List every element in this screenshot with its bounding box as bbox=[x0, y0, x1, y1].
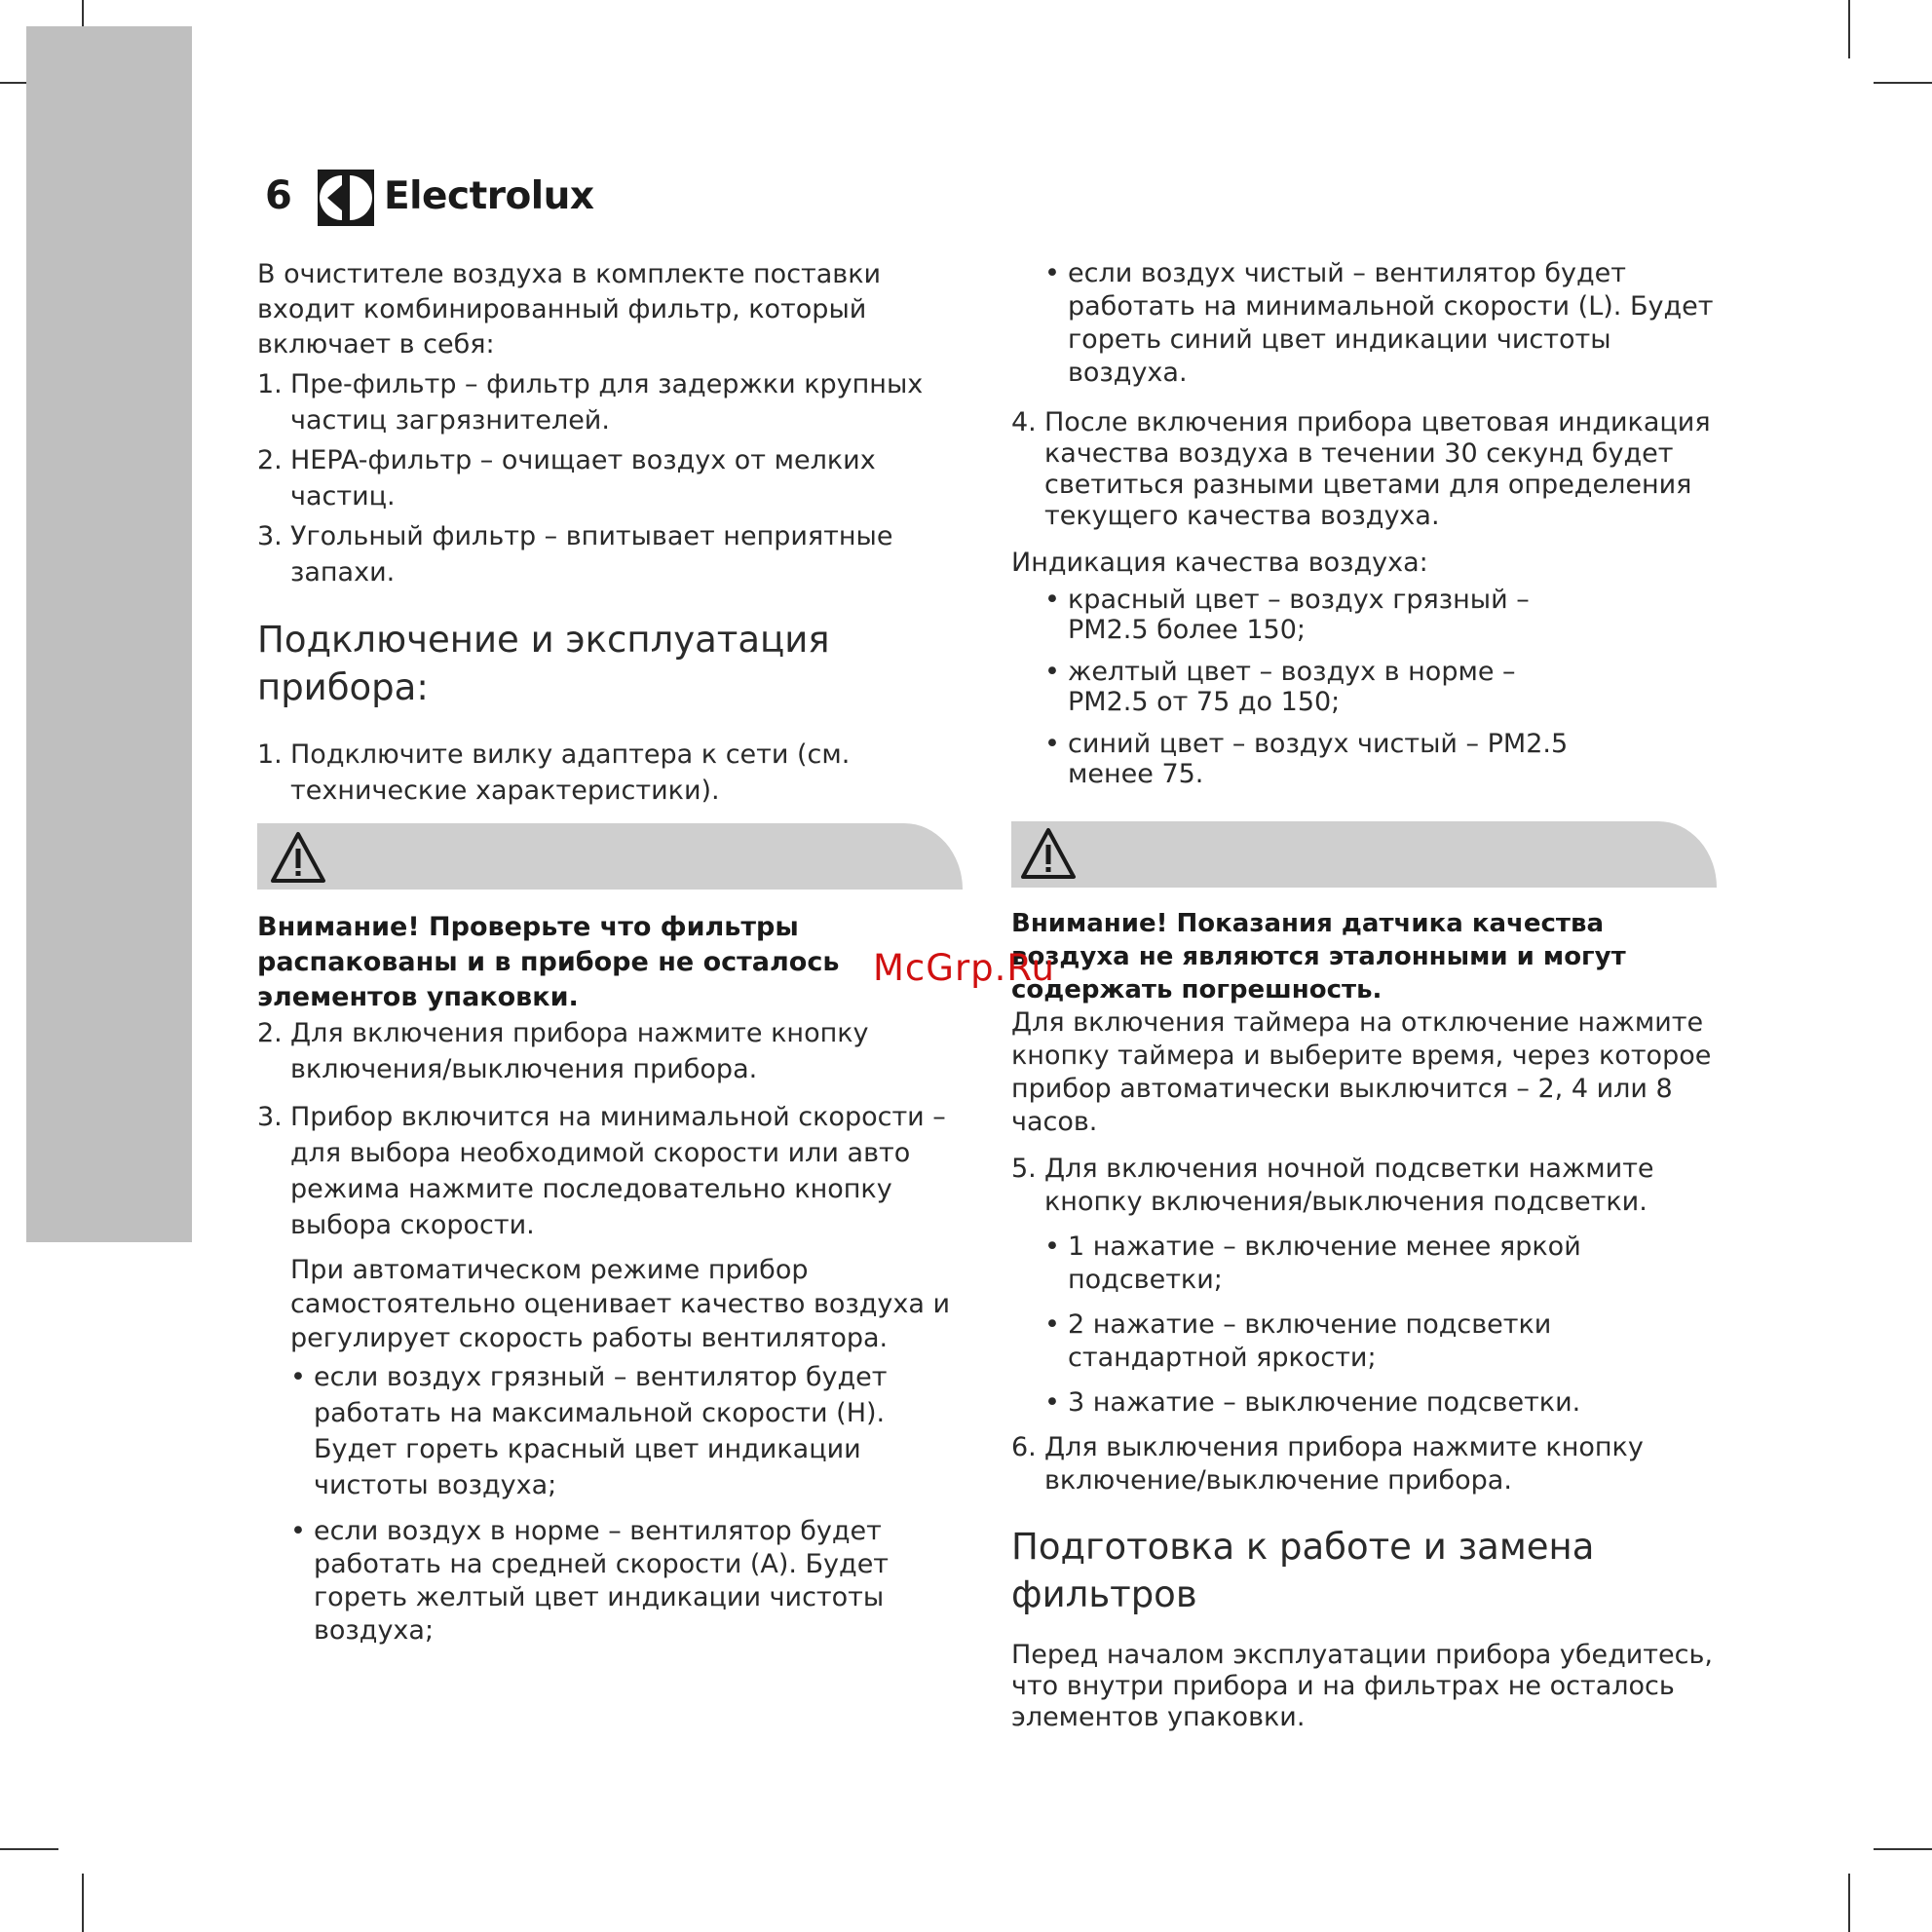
electrolux-logo-icon bbox=[318, 170, 374, 226]
indication-title: Индикация качества воздуха: bbox=[1011, 548, 1428, 578]
watermark: McGrp.Ru bbox=[873, 947, 1055, 989]
warning-triangle-icon bbox=[1019, 826, 1078, 881]
crop-mark bbox=[1848, 1874, 1850, 1932]
bullet-item: • 2 нажатие – включение подсветки стандартной яркости; bbox=[1044, 1309, 1552, 1373]
auto-mode-text: При автоматическом режиме прибор самостоятельно оценивает качество воздуха и регулирует скорость работы вентилятора. bbox=[290, 1255, 951, 1353]
warning-bar bbox=[1011, 821, 1717, 888]
warning-bar bbox=[257, 823, 963, 890]
page-header bbox=[265, 168, 594, 230]
section-heading: Подготовка к работе и замена фильтров bbox=[1011, 1526, 1595, 1615]
list-item: 1. Пре-фильтр – фильтр для задержки крупных частиц загрязнителей. bbox=[257, 369, 924, 436]
bullet-item: • желтый цвет – воздух в норме – PM2.5 от 75 до 150; bbox=[1044, 657, 1516, 717]
list-item: 5. Для включения ночной подсветки нажмите кнопку включения/выключения подсветки. bbox=[1011, 1154, 1654, 1217]
list-item: 2. Для включения прибора нажмите кнопку включения/выключения прибора. bbox=[257, 1018, 869, 1084]
crop-mark bbox=[0, 1848, 58, 1850]
page-number: 6 bbox=[265, 173, 292, 218]
intro-text: В очистителе воздуха в комплекте поставки входит комбинированный фильтр, который включает в себя: bbox=[257, 259, 882, 360]
list-item: 3. Прибор включится на минимальной скорости – для выбора необходимой скорости или авто режима нажмите последовательно кнопку выбора скорости. bbox=[257, 1102, 946, 1240]
left-column bbox=[257, 257, 968, 809]
list-item: 1. Подключите вилку адаптера к сети (см. технические характеристики). bbox=[257, 739, 851, 806]
timer-text: Для включения таймера на отключение нажмите кнопку таймера и выберите время, через которое прибор автоматически выключится – 2, 4 или 8 часов. bbox=[1011, 1007, 1712, 1137]
final-text: Перед началом эксплуатации прибора убедитесь, что внутри прибора и на фильтрах не осталось элементов упаковки. bbox=[1011, 1640, 1713, 1732]
warning-triangle-icon bbox=[269, 830, 327, 885]
crop-mark bbox=[1848, 0, 1850, 58]
left-column-lower bbox=[257, 910, 968, 1648]
list-item: 2. HEPA-фильтр – очищает воздух от мелких частиц. bbox=[257, 445, 876, 511]
side-tab bbox=[26, 26, 192, 1242]
bullet-item: • 1 нажатие – включение менее яркой подсветки; bbox=[1044, 1231, 1581, 1295]
bullet-item: • красный цвет – воздух грязный – PM2.5 более 150; bbox=[1044, 585, 1530, 645]
warning-text: Внимание! Проверьте что фильтры распакованы и в приборе не осталось элементов упаковки. bbox=[257, 912, 840, 1012]
warning-text: Внимание! Показания датчика качества воздуха не являются эталонными и могут содержать погрешность. bbox=[1011, 909, 1626, 1004]
bullet-item: • если воздух чистый – вентилятор будет работать на минимальной скорости (L). Будет гореть синий цвет индикации чистоты воздуха. bbox=[1044, 258, 1714, 388]
bullet-item: • 3 нажатие – выключение подсветки. bbox=[1044, 1387, 1581, 1418]
list-item: 4. После включения прибора цветовая индикация качества воздуха в течении 30 секунд будет светиться разными цветами для определения текущего качества воздуха. bbox=[1011, 407, 1711, 531]
list-item: 3. Угольный фильтр – впитывает неприятные запахи. bbox=[257, 521, 893, 587]
bullet-item: • если воздух в норме – вентилятор будет работать на средней скорости (A). Будет гореть желтый цвет индикации чистоты воздуха; bbox=[290, 1516, 890, 1646]
list-item: 6. Для выключения прибора нажмите кнопку включение/выключение прибора. bbox=[1011, 1432, 1644, 1496]
section-heading: Подключение и эксплуатация прибора: bbox=[257, 619, 830, 708]
right-column-lower bbox=[1011, 907, 1723, 1733]
right-column bbox=[1011, 257, 1723, 789]
bullet-item: • если воздух грязный – вентилятор будет работать на максимальной скорости (H). Будет гореть красный цвет индикации чистоты воздуха; bbox=[290, 1362, 888, 1500]
crop-mark bbox=[1874, 82, 1932, 84]
brand-name: Electrolux bbox=[384, 174, 594, 218]
bullet-item: • синий цвет – воздух чистый – PM2.5 менее 75. bbox=[1044, 729, 1569, 789]
crop-mark bbox=[1874, 1848, 1932, 1850]
crop-mark bbox=[82, 1874, 84, 1932]
